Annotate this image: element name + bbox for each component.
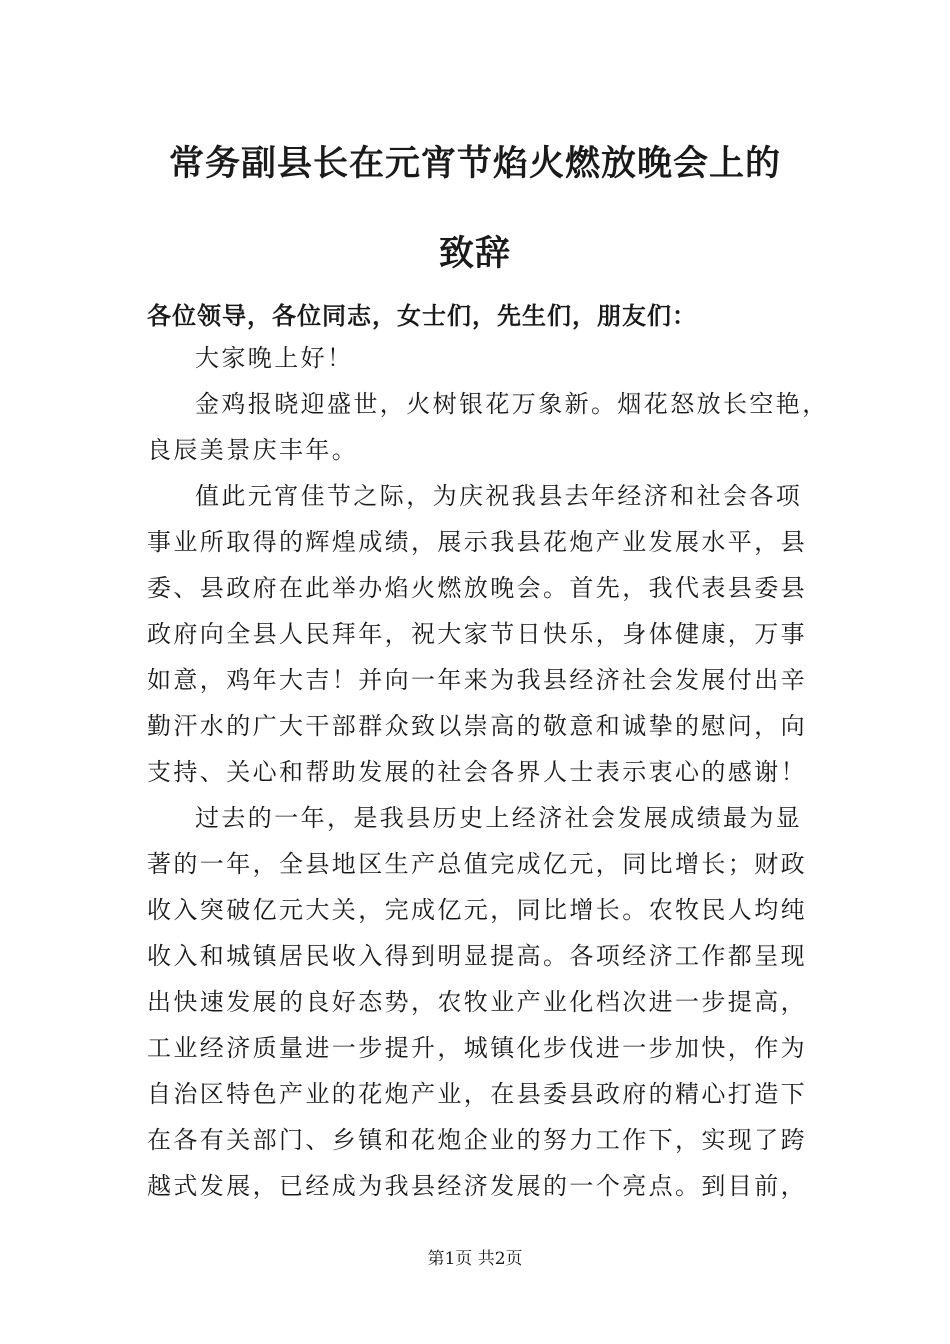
body-line: 良辰美景庆丰年。 (147, 436, 359, 464)
body-line: 如意，鸡年大吉！并向一年来为我县经济社会发展付出辛 (147, 666, 807, 694)
body-line: 越式发展，已经成为我县经济发展的一个亮点。到目前， (147, 1172, 807, 1200)
page-number-footer: 第1页 共2页 (427, 1249, 523, 1269)
body-line: 工业经济质量进一步提升，城镇化步伐进一步加快，作为 (147, 1034, 807, 1062)
body-line: 值此元宵佳节之际，为庆祝我县去年经济和社会各项 (195, 482, 803, 510)
body-line: 出快速发展的良好态势，农牧业产业化档次进一步提高， (147, 988, 807, 1016)
body-line: 著的一年，全县地区生产总值完成亿元，同比增长；财政 (147, 850, 807, 878)
body-line: 收入突破亿元大关，完成亿元，同比增长。农牧民人均纯 (147, 896, 807, 924)
body-line: 过去的一年，是我县历史上经济社会发展成绩最为显 (195, 804, 803, 832)
document-title-line-2: 致辞 (438, 233, 511, 274)
body-line: 金鸡报晓迎盛世，火树银花万象新。烟花怒放长空艳， (195, 390, 829, 418)
body-line: 收入和城镇居民收入得到明显提高。各项经济工作都呈现 (147, 942, 807, 970)
body-line: 自治区特色产业的花炮产业，在县委县政府的精心打造下 (147, 1080, 807, 1108)
body-line: 勤汗水的广大干部群众致以崇高的敬意和诚挚的慰问，向 (147, 712, 807, 740)
body-line: 在各有关部门、乡镇和花炮企业的努力工作下，实现了跨 (147, 1126, 807, 1154)
body-line: 大家晚上好！ (195, 344, 354, 372)
body-line: 支持、关心和帮助发展的社会各界人士表示衷心的感谢！ (147, 758, 807, 786)
salutation: 各位领导，各位同志，女士们，先生们，朋友们： (147, 301, 697, 330)
document-title-line-1: 常务副县长在元宵节焰火燃放晚会上的 (168, 143, 781, 184)
body-line: 政府向全县人民拜年，祝大家节日快乐，身体健康，万事 (147, 620, 807, 648)
body-line: 委、县政府在此举办焰火燃放晚会。首先，我代表县委县 (147, 574, 807, 602)
body-line: 事业所取得的辉煌成绩，展示我县花炮产业发展水平，县 (147, 528, 807, 556)
